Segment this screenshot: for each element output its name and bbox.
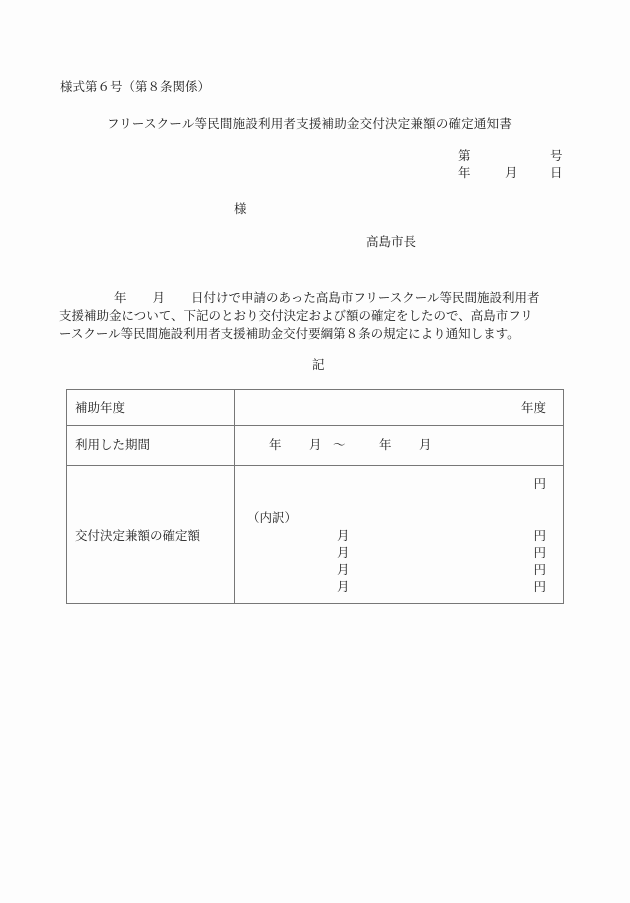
body-line-1 — [59, 289, 584, 307]
breakdown-row — [235, 530, 546, 546]
subsidy-year-value: 年度 — [520, 400, 546, 415]
breakdown-month: 月 — [337, 562, 350, 577]
table-row-confirmed-amount — [67, 465, 563, 603]
addressee-honorific: 様 — [234, 201, 247, 216]
period-start-month: 月 — [309, 437, 322, 452]
date-month: 月 — [505, 165, 518, 180]
period-tilde: ～ — [333, 437, 346, 452]
body-line-1-rest: 日付けで申請のあった高島市フリースクール等民間施設利用者 — [191, 290, 540, 305]
breakdown-month: 月 — [337, 579, 350, 594]
date-year: 年 — [458, 165, 471, 180]
doc-number-prefix: 第 — [458, 148, 471, 163]
issuer: 高島市長 — [366, 234, 417, 249]
confirmed-amount-label: 交付決定兼額の確定額 — [75, 528, 201, 543]
breakdown-row — [235, 547, 546, 563]
period-end-year: 年 — [379, 437, 392, 452]
breakdown-month: 月 — [337, 545, 350, 560]
body-month: 月 — [152, 290, 166, 305]
body-line-3: ースクール等民間施設利用者支援補助金交付要綱第８条の規定により通知します。 — [59, 326, 520, 341]
usage-period-value — [269, 439, 432, 452]
date-day: 日 — [550, 165, 563, 180]
usage-period-label: 利用した期間 — [75, 437, 151, 452]
total-amount-unit: 円 — [533, 476, 546, 491]
breakdown-yen: 円 — [533, 562, 546, 577]
period-start-year: 年 — [269, 437, 282, 452]
breakdown-row — [235, 581, 546, 597]
breakdown-label: （内訳） — [247, 510, 298, 525]
period-end-month: 月 — [419, 437, 432, 452]
document-title: フリースクール等民間施設利用者支援補助金交付決定兼額の確定通知書 — [107, 116, 513, 131]
notice-body — [59, 289, 584, 343]
form-number: 様式第６号（第８条関係） — [60, 79, 211, 94]
breakdown-month: 月 — [337, 528, 350, 543]
body-year: 年 — [114, 290, 127, 305]
body-line-2: 支援補助金について、下記のとおり交付決定および額の確定をしたので、高島市フリ — [59, 308, 533, 323]
breakdown-yen: 円 — [533, 545, 546, 560]
subsidy-year-label: 補助年度 — [75, 400, 126, 415]
table-row-subsidy-year — [67, 390, 563, 426]
table-row-usage-period — [67, 425, 563, 466]
ki-heading: 記 — [312, 357, 325, 372]
breakdown-yen: 円 — [533, 579, 546, 594]
doc-number-suffix: 号 — [550, 148, 563, 163]
details-table — [66, 389, 564, 604]
breakdown-yen: 円 — [533, 528, 546, 543]
breakdown-row — [235, 564, 546, 580]
